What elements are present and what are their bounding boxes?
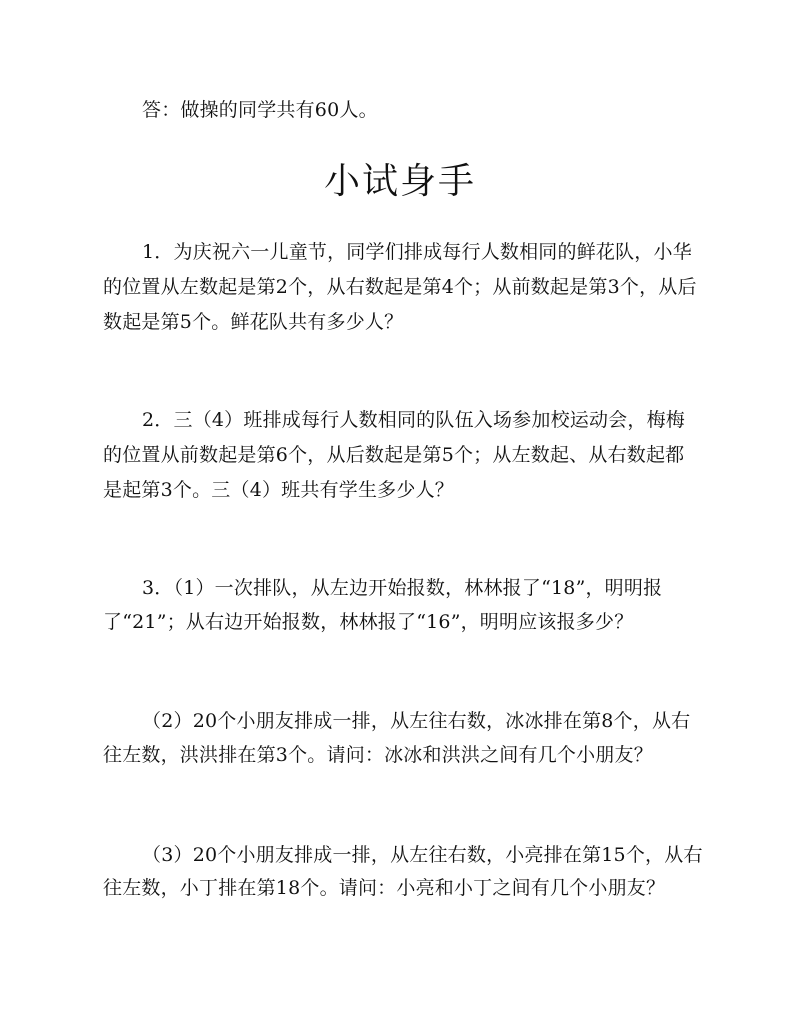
problem-2-line-2: 的位置从前数起是第6个，从后数起是第5个；从左数起、从右数起都 (103, 444, 685, 466)
problem-1-line-2: 的位置从左数起是第2个，从右数起是第4个；从前数起是第3个，从后 (103, 276, 697, 298)
problem-1-line-3: 数起是第5个。鲜花队共有多少人？ (103, 311, 404, 333)
problem-3-3-line-1: （3）20个小朋友排成一排，从左往右数，小亮排在第15个，从右 (142, 844, 703, 866)
problem-3-line-1: 3．（1）一次排队，从左边开始报数，林林报了“18”，明明报 (142, 577, 663, 599)
problem-3-2-line-2: 往左数，洪洪排在第3个。请问：冰冰和洪洪之间有几个小朋友？ (103, 744, 653, 766)
problem-2-line-3: 是起第3个。三（4）班共有学生多少人？ (103, 479, 454, 501)
problem-2-line-1: 2．三（4）班排成每行人数相同的队伍入场参加校运动会，梅梅 (142, 409, 685, 431)
problem-1-line-1: 1．为庆祝六一儿童节，同学们排成每行人数相同的鲜花队，小华 (142, 241, 692, 263)
problem-3-line-2: 了“21”；从右边开始报数，林林报了“16”，明明应该报多少？ (103, 611, 634, 633)
section-title: 小试身手 (323, 161, 476, 202)
problem-3-3-line-2: 往左数，小丁排在第18个。请问：小亮和小丁之间有几个小朋友？ (103, 877, 666, 899)
problem-3-2-line-1: （2）20个小朋友排成一排，从左往右数，冰冰排在第8个，从右 (142, 710, 691, 732)
answer-line: 答：做操的同学共有60人。 (142, 99, 378, 121)
